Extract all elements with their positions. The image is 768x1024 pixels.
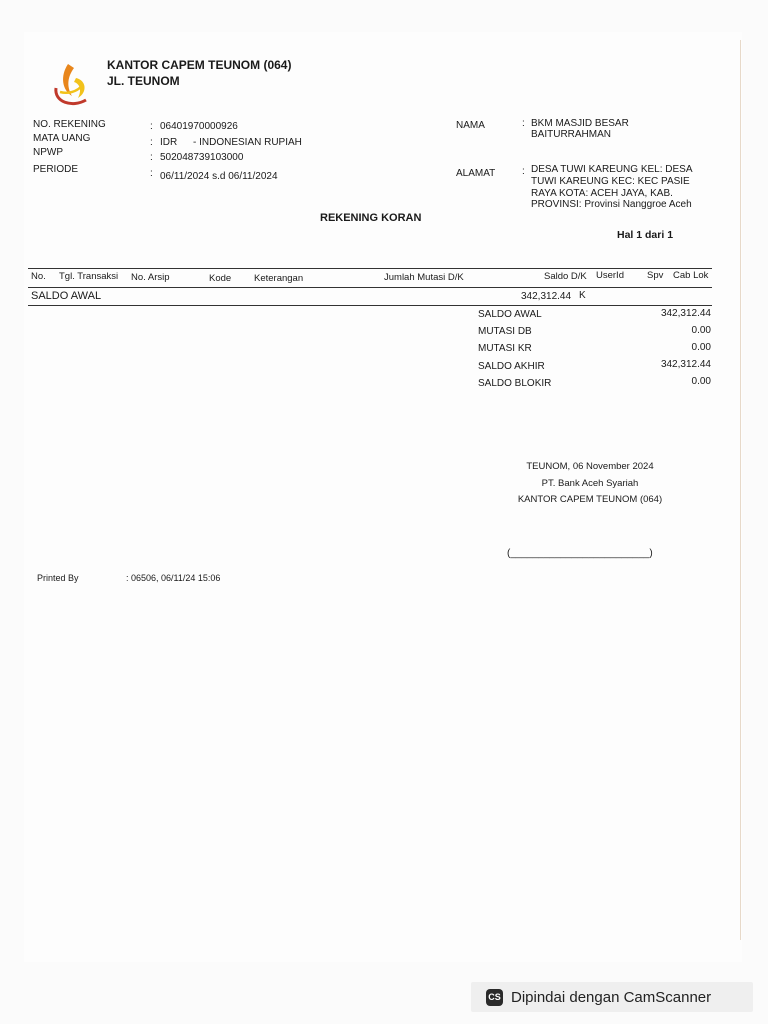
col-saldo: Saldo D/K (544, 271, 587, 282)
office-street: JL. TEUNOM (107, 74, 180, 88)
npwp-colon: : (150, 152, 153, 163)
office-title: KANTOR CAPEM TEUNOM (064) (107, 58, 292, 72)
col-jumlah: Jumlah Mutasi D/K (384, 272, 464, 283)
name-label: NAMA (456, 120, 485, 131)
table-header-rule (28, 287, 712, 288)
signature-line: (_________________________) (507, 548, 653, 559)
currency-label: MATA UANG (33, 133, 91, 144)
summary-label-mutasi-db: MUTASI DB (478, 326, 532, 337)
period-colon: : (150, 168, 153, 179)
camscanner-badge (471, 982, 753, 1012)
currency-name: - INDONESIAN RUPIAH (193, 137, 302, 148)
document-title: REKENING KORAN (320, 212, 422, 224)
col-no: No. (31, 271, 46, 282)
currency-colon: : (150, 137, 153, 148)
opening-amount: 342,312.44 (521, 291, 572, 302)
col-kode: Kode (209, 273, 232, 284)
signature-office: KANTOR CAPEM TEUNOM (064) (517, 494, 663, 505)
summary-value-mutasi-db: 0.00 (691, 325, 711, 336)
npwp-label: NPWP (33, 147, 63, 158)
account-no-value: 06401970000926 (160, 121, 238, 132)
printed-by-value: : 06506, 06/11/24 15:06 (126, 573, 221, 583)
period-value: 06/11/2024 s.d 06/11/2024 (160, 171, 278, 182)
table-top-rule (28, 268, 712, 269)
summary-label-saldo-akhir: SALDO AKHIR (478, 361, 545, 372)
name-colon: : (522, 118, 525, 129)
name-line2: BAITURRAHMAN (531, 129, 612, 140)
camscanner-text: Dipindai dengan CamScanner (511, 988, 712, 1006)
address-line1: DESA TUWI KAREUNG KEL: DESA (531, 164, 693, 175)
signature-place-date: TEUNOM, 06 November 2024 (526, 461, 654, 472)
bank-logo-icon (46, 58, 102, 110)
printed-by-label: Printed By (37, 573, 79, 583)
npwp-value: 502048739103000 (160, 152, 244, 163)
page-info: Hal 1 dari 1 (617, 229, 674, 241)
summary-value-saldo-blokir: 0.00 (691, 376, 711, 387)
summary-value-saldo-akhir: 342,312.44 (660, 359, 711, 370)
camscanner-icon: CS (486, 989, 503, 1006)
summary-value-saldo-awal: 342,312.44 (660, 308, 711, 319)
address-colon: : (522, 166, 525, 177)
col-userid: UserId (596, 270, 624, 281)
account-no-label: NO. REKENING (33, 119, 106, 130)
col-tgl: Tgl. Transaksi (59, 271, 119, 282)
summary-label-mutasi-kr: MUTASI KR (478, 343, 532, 354)
address-line3: RAYA KOTA: ACEH JAYA, KAB. (531, 188, 673, 199)
address-line2: TUWI KAREUNG KEC: KEC PASIE (531, 176, 690, 187)
scan-edge (740, 40, 741, 940)
account-no-colon: : (150, 121, 153, 132)
col-keterangan: Keterangan (254, 273, 304, 284)
signature-bank: PT. Bank Aceh Syariah (541, 478, 639, 489)
opening-dk: K (579, 290, 586, 301)
summary-label-saldo-blokir: SALDO BLOKIR (478, 378, 552, 389)
table-bottom-rule (28, 305, 712, 306)
col-cablok: Cab Lok (673, 270, 709, 281)
currency-code: IDR (160, 137, 178, 148)
period-label: PERIODE (33, 164, 79, 175)
col-spv: Spv (647, 270, 664, 281)
name-line1: BKM MASJID BESAR (531, 118, 629, 129)
opening-label: SALDO AWAL (31, 290, 102, 302)
address-label: ALAMAT (456, 168, 496, 179)
address-line4: PROVINSI: Provinsi Nanggroe Aceh (531, 199, 692, 210)
summary-value-mutasi-kr: 0.00 (691, 342, 711, 353)
summary-label-saldo-awal: SALDO AWAL (478, 309, 542, 320)
col-arsip: No. Arsip (131, 272, 170, 283)
